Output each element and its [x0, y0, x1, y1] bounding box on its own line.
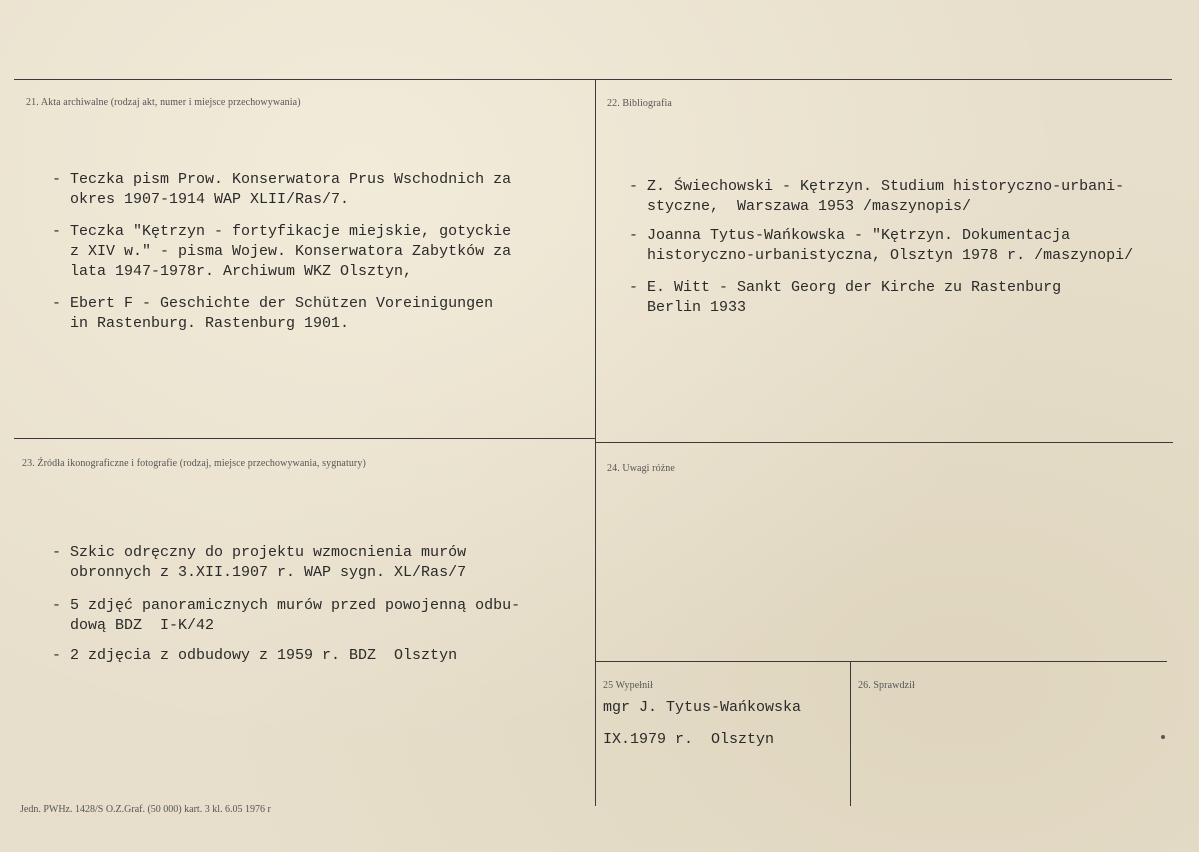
section-22-item-3: - E. Witt - Sankt Georg der Kirche zu Rastenburg Berlin 1933 — [629, 279, 1062, 316]
middle-rule-right — [595, 442, 1173, 443]
section-21-item-1: - Teczka pism Prow. Konserwatora Prus Wschodnich za okres 1907-1914 WAP XLII/Ras/7. — [52, 171, 512, 208]
signature-divider — [850, 661, 851, 806]
printer-footer: Jedn. PWHz. 1428/S O.Z.Graf. (50 000) kart. 3 kl. 6.05 1976 r — [20, 804, 271, 815]
section-23-label: 23. Źródła ikonograficzne i fotografie (rodzaj, miejsce przechowywania, sygnatury) — [22, 458, 366, 469]
signature-rule — [595, 661, 1167, 662]
section-21-item-3: - Ebert F - Geschichte der Schützen Voreinigungen in Rastenburg. Rastenburg 1901. — [52, 295, 494, 332]
section-23-item-2: - 5 zdjęć panoramicznych murów przed powojenną odbu- dową BDZ I-K/42 — [52, 597, 521, 634]
ink-dot — [1161, 735, 1165, 739]
section-22-item-1: - Z. Świechowski - Kętrzyn. Studium historyczno-urbani- styczne, Warszawa 1953 /maszynopis/ — [629, 178, 1125, 215]
section-22-item-2: - Joanna Tytus-Wańkowska - "Kętrzyn. Dokumentacja historyczno-urbanistyczna, Olsztyn 1978 r. /maszynopi/ — [629, 227, 1134, 264]
section-21-label: 21. Akta archiwalne (rodzaj akt, numer i miejsce przechowywania) — [26, 97, 301, 108]
section-25-label: 25 Wypełnił — [603, 680, 654, 691]
top-rule — [14, 79, 1172, 80]
filled-by-name: mgr J. Tytus-Wańkowska — [603, 699, 802, 716]
section-22-label: 22. Bibliografia — [607, 98, 672, 109]
section-26-label: 26. Sprawdził — [858, 680, 915, 691]
section-24-label: 24. Uwagi różne — [607, 463, 675, 474]
section-23-item-1: - Szkic odręczny do projektu wzmocnienia murów obronnych z 3.XII.1907 r. WAP sygn. XL/Ras/7 — [52, 544, 467, 581]
middle-rule-left — [14, 438, 595, 439]
filled-by-date-place: IX.1979 r. Olsztyn — [603, 731, 775, 748]
section-23-item-3: - 2 zdjęcia z odbudowy z 1959 r. BDZ Olsztyn — [52, 647, 458, 664]
section-21-item-2: - Teczka "Kętrzyn - fortyfikacje miejskie, gotyckie z XIV w." - pisma Wojew. Konserwatora Zabytków za lata 1947-1978r. Archiwum WKZ Olsztyn, — [52, 223, 512, 280]
